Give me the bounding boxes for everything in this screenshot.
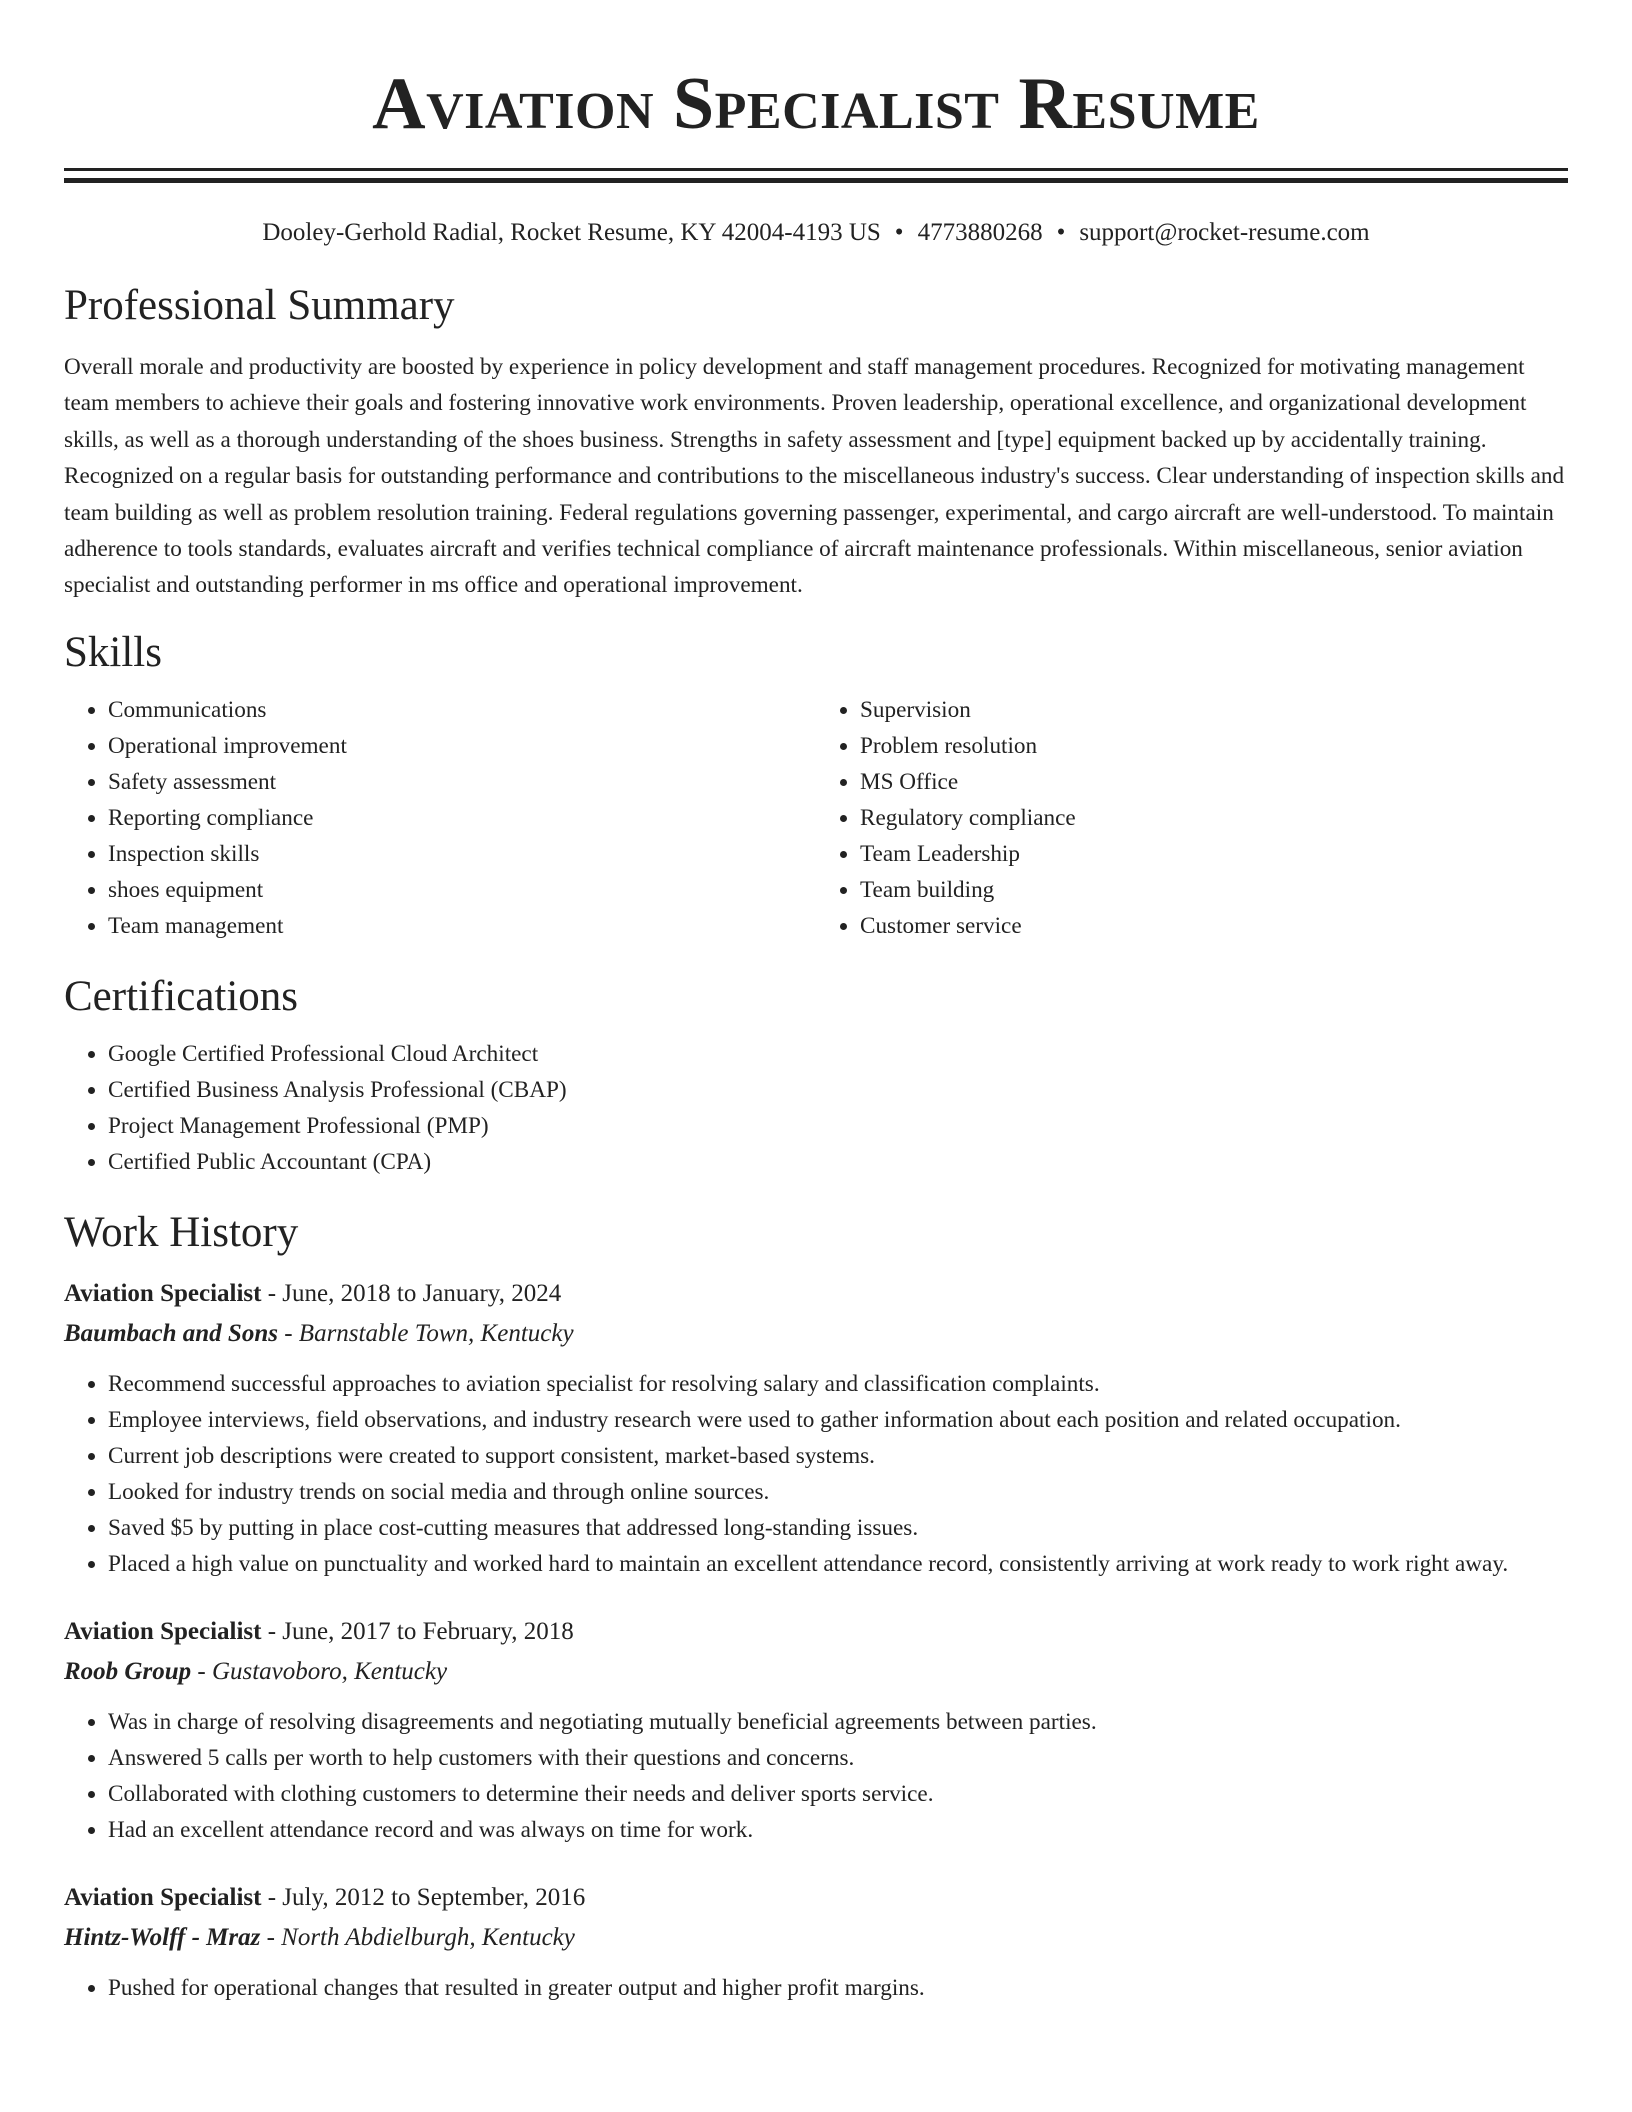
skill-item: • Team building [860, 872, 1568, 908]
job-title: Aviation Specialist [64, 1279, 262, 1307]
job-company: Roob Group [64, 1657, 192, 1685]
job-bullet: • Answered 5 calls per worth to help customers with their questions and concerns. [108, 1740, 1568, 1776]
job-location: - North Abdielburgh, Kentucky [266, 1923, 575, 1951]
summary-text: Overall morale and productivity are boosted by experience in policy development and staff management procedures. Recognized for motivating management team members to achieve their goals and fostering innovative work environments. Proven leadership, operational excellence, and organizational development skills, as well as a thorough understanding of the shoes business. Strengths in safety assessment and [type] equipment backed up by accidentally training. Recognized on a regular basis for outstanding performance and contributions to the miscellaneous industry's success. Clear understanding of inspection skills and team building as well as problem resolution training. Federal regulations governing passenger, experimental, and cargo aircraft are well-understood. To maintain adherence to tools standards, evaluates aircraft and verifies technical compliance of aircraft maintenance professionals. Within miscellaneous, senior aviation specialist and outstanding performer in ms office and operational improvement. [64, 354, 1565, 599]
work-history-heading: Work History [64, 1208, 299, 1256]
certification-item: • Certified Business Analysis Professional (CBAP) [108, 1072, 1568, 1108]
skills-right-list [816, 692, 1568, 944]
title-divider-thin [64, 168, 1568, 171]
job-title-line [64, 1612, 1568, 1652]
resume-page [64, 0, 1568, 2006]
job-entry [64, 1612, 1568, 1848]
summary-heading: Professional Summary [64, 282, 455, 329]
job-location: - Barnstable Town, Kentucky [284, 1319, 574, 1347]
job-dates: - June, 2018 to January, 2024 [267, 1279, 562, 1307]
skill-item: • Operational improvement [108, 728, 816, 764]
skill-item: • Inspection skills [108, 836, 816, 872]
job-entry [64, 1274, 1568, 1582]
job-dates: - June, 2017 to February, 2018 [267, 1617, 574, 1645]
skill-item: • MS Office [860, 764, 1568, 800]
job-title-line [64, 1878, 1568, 1918]
contact-phone: 4773880268 [917, 219, 1043, 246]
skills-columns [64, 692, 1568, 944]
job-bullets [64, 1704, 1568, 1848]
job-company: Hintz-Wolff - Mraz [64, 1923, 261, 1951]
skill-item: • Regulatory compliance [860, 800, 1568, 836]
certification-item: • Project Management Professional (PMP) [108, 1108, 1568, 1144]
skill-item: • Supervision [860, 692, 1568, 728]
skill-item: • Communications [108, 692, 816, 728]
job-bullet: • Looked for industry trends on social media and through online sources. [108, 1474, 1568, 1510]
certifications-list [64, 1036, 1568, 1180]
job-dates: - July, 2012 to September, 2016 [267, 1883, 586, 1911]
job-title: Aviation Specialist [64, 1617, 262, 1645]
job-title: Aviation Specialist [64, 1883, 262, 1911]
contact-email: support@rocket-resume.com [1079, 219, 1370, 246]
job-bullet: • Saved $5 by putting in place cost-cutting measures that addressed long-standing issues. [108, 1510, 1568, 1546]
job-bullets [64, 1366, 1568, 1582]
job-bullet: • Pushed for operational changes that resulted in greater output and higher profit margins. [108, 1970, 1568, 2006]
contact-address: Dooley-Gerhold Radial, Rocket Resume, KY 42004-4193 US [262, 219, 881, 246]
job-bullet: • Employee interviews, field observations, and industry research were used to gather information about each position and related occupation. [108, 1402, 1568, 1438]
skill-item: • Customer service [860, 908, 1568, 944]
resume-title: Aviation Specialist Resume [372, 63, 1260, 145]
skill-item: • Reporting compliance [108, 800, 816, 836]
job-bullet: • Placed a high value on punctuality and worked hard to maintain an excellent attendance record, consistently arriving at work ready to work right away. [108, 1546, 1568, 1582]
certifications-heading: Certifications [64, 972, 299, 1020]
skill-item: • Team Leadership [860, 836, 1568, 872]
skills-left-list [64, 692, 816, 944]
job-title-line [64, 1274, 1568, 1314]
certification-item: • Certified Public Accountant (CPA) [108, 1144, 1568, 1180]
job-company: Baumbach and Sons [64, 1319, 278, 1347]
job-company-line [64, 1918, 1568, 1958]
job-bullet: • Was in charge of resolving disagreements and negotiating mutually beneficial agreements between parties. [108, 1704, 1568, 1740]
job-bullet: • Collaborated with clothing customers to determine their needs and deliver sports service. [108, 1776, 1568, 1812]
job-entry [64, 1878, 1568, 2006]
skill-item: • Safety assessment [108, 764, 816, 800]
contact-separator: • [1056, 219, 1066, 246]
job-bullets [64, 1970, 1568, 2006]
job-location: - Gustavoboro, Kentucky [197, 1657, 448, 1685]
skill-item: • Problem resolution [860, 728, 1568, 764]
job-company-line [64, 1314, 1568, 1354]
job-bullet: • Current job descriptions were created to support consistent, market-based systems. [108, 1438, 1568, 1474]
contact-separator: • [894, 219, 904, 246]
title-divider-thick [64, 178, 1568, 183]
job-bullet: • Had an excellent attendance record and was always on time for work. [108, 1812, 1568, 1848]
skill-item: • shoes equipment [108, 872, 816, 908]
job-company-line [64, 1652, 1568, 1692]
certification-item: • Google Certified Professional Cloud Architect [108, 1036, 1568, 1072]
skills-heading: Skills [64, 628, 162, 676]
job-bullet: • Recommend successful approaches to aviation specialist for resolving salary and classification complaints. [108, 1366, 1568, 1402]
skill-item: • Team management [108, 908, 816, 944]
contact-line [64, 217, 1568, 249]
